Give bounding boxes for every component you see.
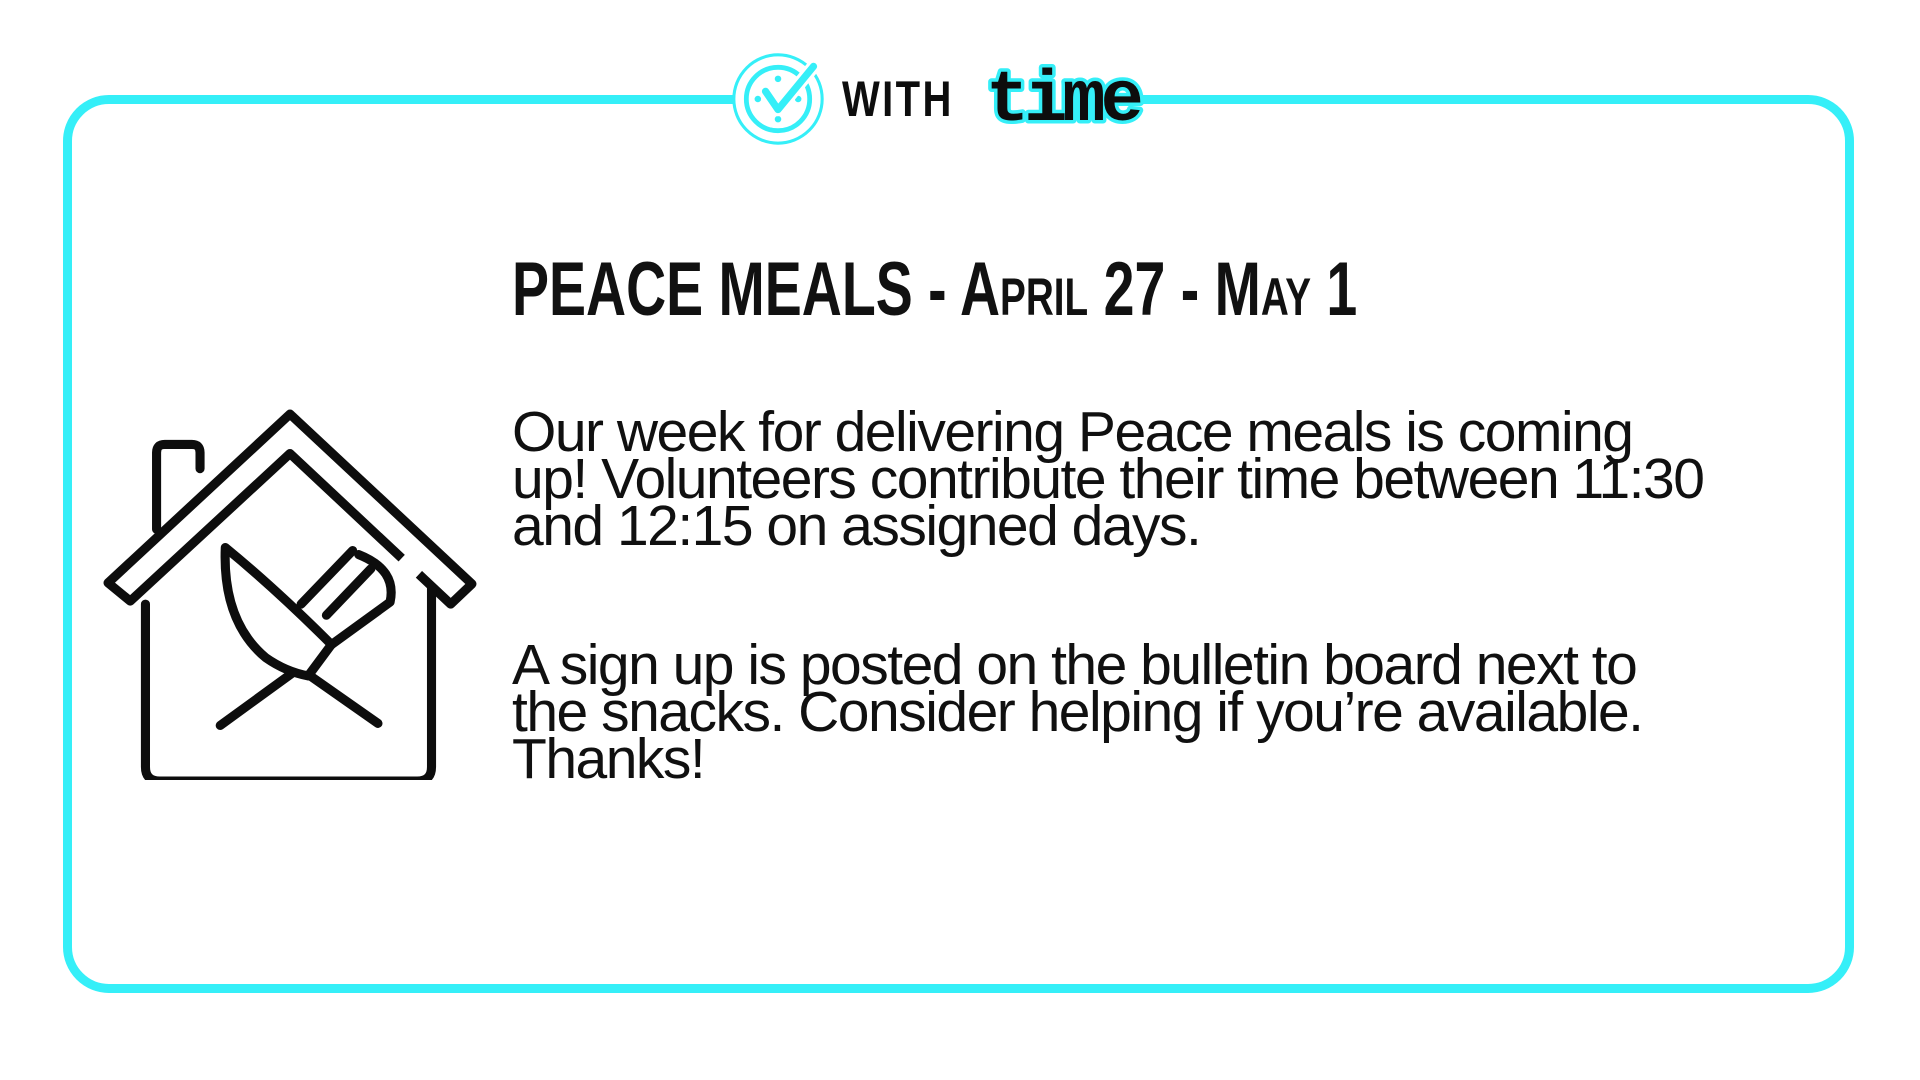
body-line: A sign up is posted on the bulletin board next to xyxy=(512,633,1637,697)
logo-time-text: time xyxy=(986,60,1139,142)
body-line: Thanks! xyxy=(512,727,705,791)
body-line: up! Volunteers contribute their time between 11:30 xyxy=(512,447,1704,511)
clock-check-icon xyxy=(730,51,826,147)
paragraph-delivery-week xyxy=(512,400,1704,558)
logo-with-text: WITH xyxy=(842,71,954,127)
house-meal-icon xyxy=(103,406,477,780)
paragraph-sign-up xyxy=(512,633,1643,791)
body-line: the snacks. Consider helping if you’re available. xyxy=(512,680,1643,744)
announcement-title: PEACE MEALS - April 27 - May 1 xyxy=(512,247,1358,332)
body-line: and 12:15 on assigned days. xyxy=(512,494,1201,558)
logo-time-wrap xyxy=(982,46,1192,141)
body-line: Our week for delivering Peace meals is coming xyxy=(512,400,1633,464)
